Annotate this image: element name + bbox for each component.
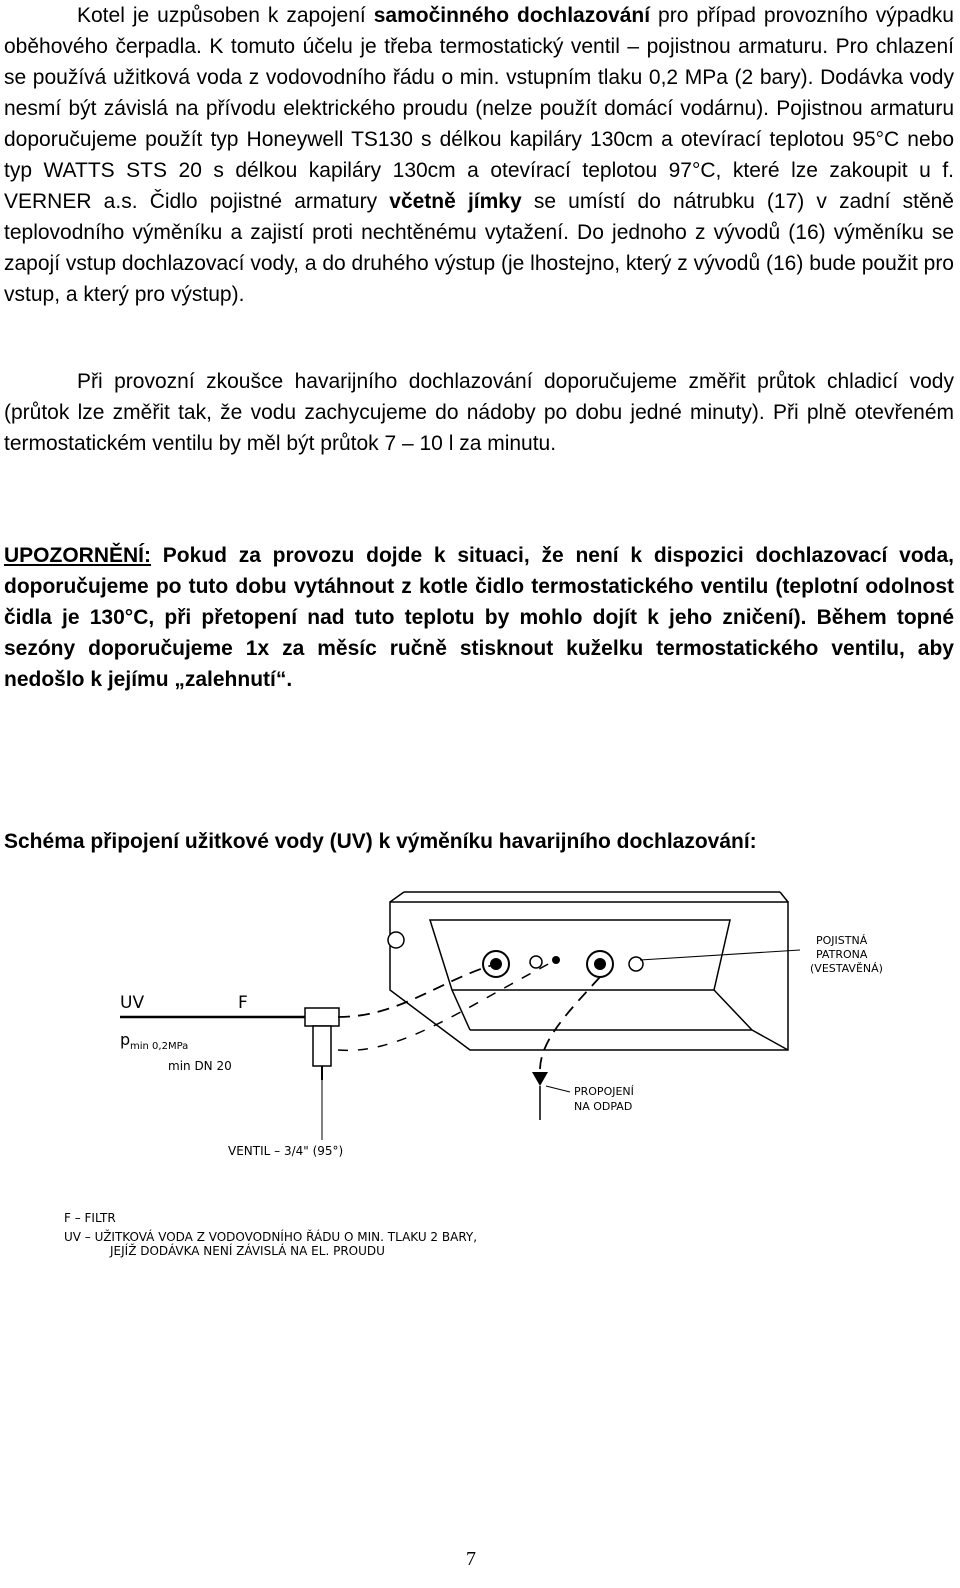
label-p: p — [120, 1030, 131, 1049]
fitting-small — [530, 956, 542, 968]
drain-connection — [540, 977, 600, 1070]
outlet-16-right-core — [594, 958, 606, 970]
label-dn: min DN 20 — [168, 1059, 232, 1073]
label-valve: VENTIL – 3/4" (95°) — [228, 1144, 344, 1158]
legend-uv-1: UV – UŽITKOVÁ VODA Z VODOVODNÍHO ŘÁDU O MIN. TLAKU 2 BARY, — [64, 1230, 478, 1244]
page-number: 7 — [466, 1548, 476, 1570]
label-cartridge-3: (VESTAVĚNÁ) — [810, 962, 883, 975]
paragraph-test: Při provozní zkoušce havarijního dochlazování doporučujeme změřit průtok chladicí vody (průtok lze změřit tak, že vodu zachycujeme do nádoby po dobu jedné minuty). Při plně otevřeném termostatickém ventilu by měl být průtok 7 – 10 l za minutu. — [4, 370, 954, 455]
sensor-socket-17 — [552, 956, 560, 964]
text-span: pro případ provozního výpadku oběhového čerpadla. K tomuto účelu je třeba termostatický ventil – pojistnou armaturu. Pro chlazení se používá užitková voda z vodovodního řádu o min. vstupním tlaku 0,2 MPa (2 bary). Dodávka vody nesmí být závislá na přívodu elektrického proudu (nelze použít domácí vodárnu). Pojistnou armaturu doporučujeme použít typ Honeywell TS130 s délkou kapiláry 130cm a otevírací teplotou 95°C nebo typ WATTS STS 20 s délkou kapiláry 130cm a otevírací teplotou 97°C, které lze zakoupit u f. VERNER a.s. Čidlo pojistné armatury — [4, 4, 954, 213]
label-p-sub: min 0,2MPa — [130, 1041, 189, 1052]
label-cartridge-1: POJISTNÁ — [816, 934, 868, 947]
warning-text: Pokud za provozu dojde k situaci, že není k dispozici dochlazovací voda, doporučujeme po tuto dobu vytáhnout z kotle čidlo termostatického ventilu (teplotní odolnost čidla je 130°C, při přetopení nad tuto teplotu by mohlo dojít k jeho zničení). Během topné sezóny doporučujeme 1x za měsíc ručně stisknout kuželku termostatického ventilu, aby nedošlo k jejímu „zalehnutí“. — [4, 544, 954, 691]
drain-leader — [546, 1086, 570, 1092]
fittings — [388, 932, 643, 977]
cartridge-leader — [640, 950, 800, 960]
warning-label: UPOZORNĚNÍ: — [4, 544, 151, 567]
label-drain-1: PROPOJENÍ — [574, 1085, 634, 1098]
fitting-left — [388, 932, 404, 948]
warning-paragraph — [4, 540, 954, 695]
label-drain-2: NA ODPAD — [574, 1100, 633, 1113]
legend-f: F – FILTR — [64, 1211, 116, 1225]
text-span: se umístí do nátrubku (17) v zadní stěně teplovodního výměníku a zajistí proti nechtěnému vytažení. Do jednoho z vývodů (16) výměníku se zapojí vstup dochlazovací vody, a do druhého výstup (je lhostejno, který z vývodů (16) bude použit pro vstup, a který pro výstup). — [4, 190, 954, 306]
legend-uv-2: JEJÍŽ DODÁVKA NENÍ ZÁVISLÁ NA EL. PROUDU — [110, 1244, 385, 1258]
label-cartridge-2: PATRONA — [816, 948, 868, 961]
paragraph-cooling-intro — [4, 0, 954, 310]
bold-span: samočinného dochlazování — [373, 4, 651, 27]
fitting-right — [629, 957, 643, 971]
filter-symbol — [305, 1008, 339, 1026]
label-uv: UV — [120, 993, 145, 1013]
thermostatic-valve — [313, 1026, 331, 1066]
bold-span: včetně jímky — [389, 190, 522, 213]
connection-schematic — [64, 880, 920, 1280]
drain-funnel — [532, 1072, 548, 1086]
label-f: F — [238, 993, 248, 1013]
diagram-heading: Schéma připojení užitkové vody (UV) k výměníku havarijního dochlazování: — [4, 830, 757, 853]
text-span: Kotel je uzpůsoben k zapojení — [77, 4, 374, 27]
